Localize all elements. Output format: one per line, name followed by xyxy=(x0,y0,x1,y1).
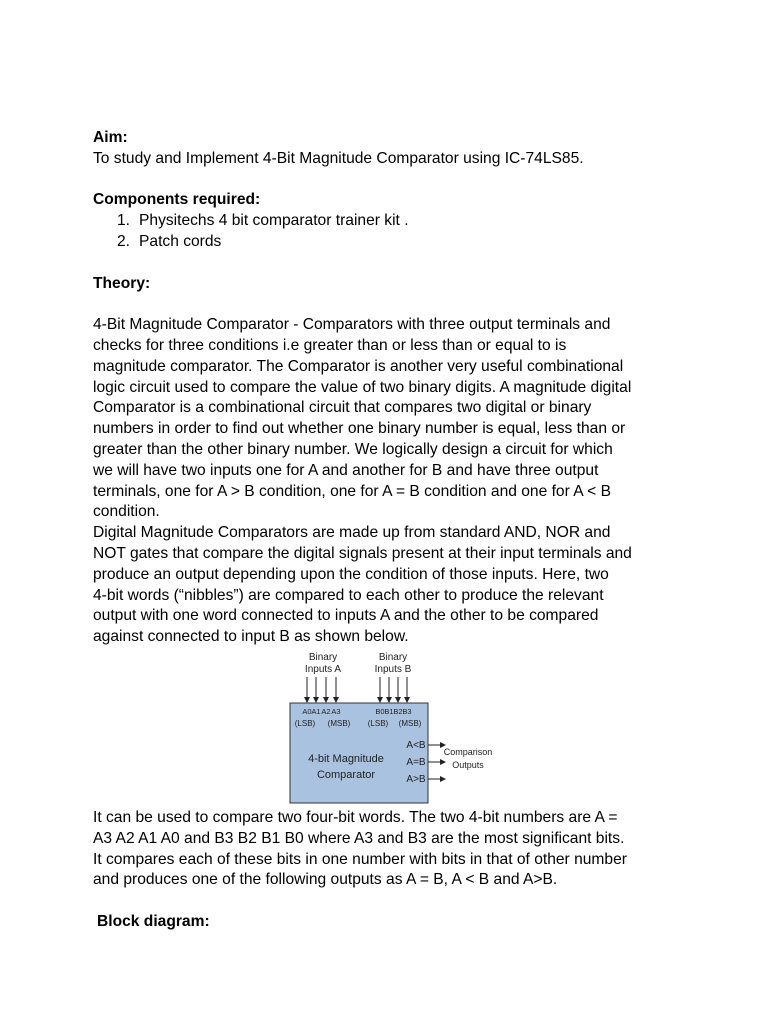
components-heading: Components required: xyxy=(93,191,261,209)
b-msb-label: (MSB) xyxy=(398,718,422,728)
block-title-2: Comparator xyxy=(316,768,376,781)
inputs-a-label-2: Inputs A xyxy=(304,663,342,675)
a-lsb-label: (LSB) xyxy=(294,718,316,728)
comparator-diagram xyxy=(288,650,503,808)
pin-a0: A0 xyxy=(302,706,312,716)
pin-b2: B2 xyxy=(393,706,403,716)
output-gt-label: A>B xyxy=(406,773,426,785)
list-item: 1. Physitechs 4 bit comparator trainer kit . xyxy=(117,212,409,230)
inputs-b-label-2: Inputs B xyxy=(374,663,412,675)
components-list xyxy=(93,211,693,253)
list-item: 2. Patch cords xyxy=(117,232,222,250)
pin-b0: B0 xyxy=(375,706,385,716)
document-page xyxy=(93,128,693,933)
a-msb-label: (MSB) xyxy=(327,718,351,728)
outputs-label-1: Comparison xyxy=(443,746,493,757)
theory-paragraph-2: Digital Magnitude Comparators are made up from standard AND, NOR and NOT gates that compare the digital signals present at their input terminals and produce an output depending upon the condition of those inputs. Here, two 4-bit words (“nibbles”) are compared to each other to produce the relevant output with one word connected to inputs A and the other to be compared against connected to input B as shown below. xyxy=(93,524,632,646)
b-lsb-label: (LSB) xyxy=(367,718,389,728)
pin-b1: B1 xyxy=(384,706,394,716)
output-lt-label: A<B xyxy=(406,739,426,751)
pin-b3: B3 xyxy=(402,706,412,716)
theory-paragraph-3: It can be used to compare two four-bit words. The two 4-bit numbers are A = A3 A2 A1 A0 and B3 B2 B1 B0 where A3 and B3 are the most significant bits. It compares each of these bits in one number with bits in that of other number and produces one of the following outputs as A = B, A < B and A>B. xyxy=(93,808,627,889)
aim-heading: Aim: xyxy=(93,129,128,146)
theory-heading: Theory: xyxy=(93,274,151,292)
inputs-a-label-1: Binary xyxy=(308,651,338,663)
inputs-b-label-1: Binary xyxy=(378,651,408,663)
outputs-label-2: Outputs xyxy=(452,759,484,770)
block-diagram-heading: Block diagram: xyxy=(97,912,210,930)
comparator-figure xyxy=(93,650,693,808)
block-title-1: 4-bit Magnitude xyxy=(308,752,384,765)
theory-paragraph-1: 4-Bit Magnitude Comparator - Comparators with three output terminals and checks for three conditions i.e greater than or less than or equal to is magnitude comparator. The Comparator is another very useful combinational logic circuit used to compare the value of two binary digits. A magnitude digital Comparator is a combinational circuit that compares two digital or binary numbers in order to find out whether one binary number is equal, less than or greater than the other binary number. We logically design a circuit for which we will have two inputs one for A and another for B and have three output terminals, one for A > B condition, one for A = B condition and one for A < B condition. xyxy=(93,316,632,521)
pin-a3: A3 xyxy=(331,706,341,716)
aim-text: To study and Implement 4-Bit Magnitude Comparator using IC-74LS85. xyxy=(93,149,584,167)
output-eq-label: A=B xyxy=(406,756,426,768)
pin-a1: A1 xyxy=(311,706,321,716)
pin-a2: A2 xyxy=(321,706,331,716)
